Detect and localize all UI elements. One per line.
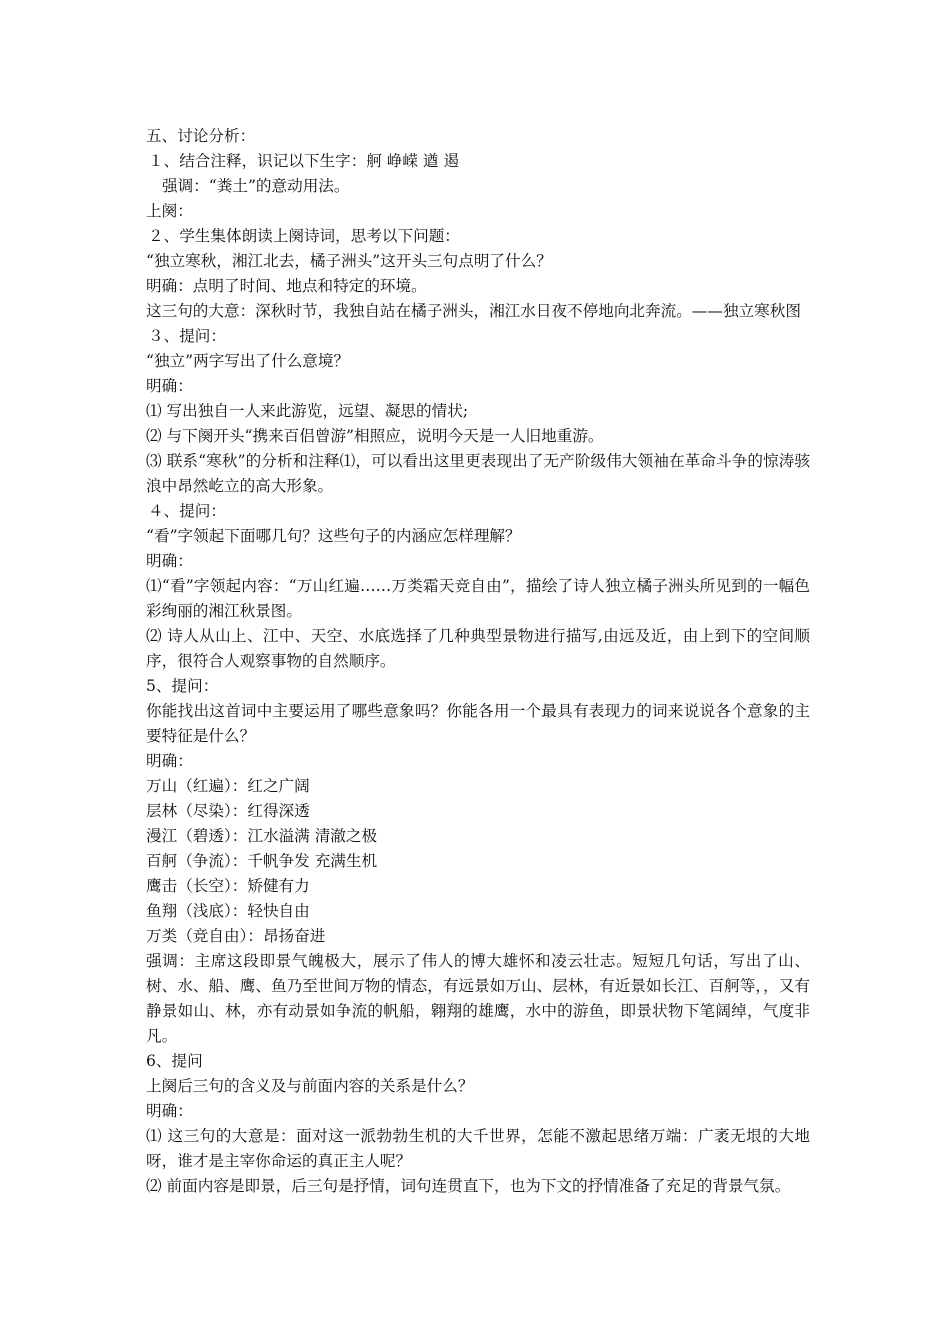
paragraph: 这三句的大意：深秋时节，我独自站在橘子洲头，湘江水日夜不停地向北奔流。——独立寒秋图 xyxy=(146,302,801,320)
emphasis-paragraph: 强调：主席这段即景气魄极大，展示了伟人的博大雄怀和凌云壮志。短短几句话，写出了山、树、水、船、鹰、鱼乃至世间万物的情态，有远景如万山、层林，有近景如长江、百舸等，，又有静景如山、林，亦有动景如争流的帆船，翱翔的雄鹰，水中的游鱼，即景状物下笔阔绰，气度非凡。 xyxy=(146,952,810,1045)
imagery-item: 层林（尽染）：红得深透 xyxy=(146,802,310,820)
subsection-label: 上阕： xyxy=(146,202,193,220)
imagery-item: 漫江（碧透）：江水溢满 清澈之极 xyxy=(146,827,378,845)
section-heading: 五、讨论分析： xyxy=(146,127,256,145)
numbered-item: ４、提问： xyxy=(148,502,226,520)
numbered-item: 5、提问： xyxy=(146,677,219,695)
question-text: “独立寒秋，湘江北去，橘子洲头”这开头三句点明了什么？ xyxy=(146,252,552,270)
answer-label: 明确： xyxy=(146,1102,193,1120)
numbered-item: ２、学生集体朗读上阕诗词，思考以下问题： xyxy=(148,227,460,245)
numbered-item: ３、提问： xyxy=(148,327,226,345)
list-item: ⑶ 联系“寒秋”的分析和注释⑴，可以看出这里更表现出了无产阶级伟大领袖在革命斗争的惊涛骇浪中昂然屹立的高大形象。 xyxy=(146,452,810,495)
list-item: ⑴ 写出独自一人来此游览，远望、凝思的情状; xyxy=(146,402,469,420)
imagery-item: 万山（红遍）：红之广阔 xyxy=(146,777,310,795)
answer-label: 明确： xyxy=(146,752,193,770)
question-text: 上阕后三句的含义及与前面内容的关系是什么？ xyxy=(146,1077,474,1095)
question-text: “看”字领起下面哪几句？这些句子的内涵应怎样理解？ xyxy=(146,527,521,545)
imagery-item: 百舸（争流）：千帆争发 充满生机 xyxy=(146,852,378,870)
imagery-item: 万类（竞自由）：昂扬奋进 xyxy=(146,927,326,945)
list-item: ⑵ 诗人从山上、江中、天空、水底选择了几种典型景物进行描写,由远及近，由上到下的空间顺序，很符合人观察事物的自然顺序。 xyxy=(146,627,810,670)
imagery-item: 鹰击（长空）：矫健有力 xyxy=(146,877,310,895)
list-item: ⑵ 前面内容是即景，后三句是抒情，词句连贯直下，也为下文的抒情准备了充足的背景气氛。 xyxy=(146,1177,791,1195)
answer-label: 明确： xyxy=(146,552,193,570)
numbered-item: 6、提问 xyxy=(146,1052,203,1070)
emphasis-note: 强调：“粪土”的意动用法。 xyxy=(162,177,350,195)
list-item: ⑴ 这三句的大意是：面对这一派勃勃生机的大千世界，怎能不激起思绪万端：广袤无垠的大地呀，谁才是主宰你命运的真正主人呢？ xyxy=(146,1127,810,1170)
imagery-item: 鱼翔（浅底）：轻快自由 xyxy=(146,902,310,920)
list-item: ⑴“看”字领起内容：“万山红遍……万类霜天竞自由”，描绘了诗人独立橘子洲头所见到的一幅色彩绚丽的湘江秋景图。 xyxy=(146,577,810,620)
document-body xyxy=(146,124,810,1199)
question-text: 你能找出这首词中主要运用了哪些意象吗？你能各用一个最具有表现力的词来说说各个意象的主要特征是什么？ xyxy=(146,702,810,745)
question-text: “独立”两字写出了什么意境？ xyxy=(146,352,350,370)
answer-text: 明确：点明了时间、地点和特定的环境。 xyxy=(146,277,427,295)
list-item: ⑵ 与下阕开头“携来百侣曾游”相照应，说明今天是一人旧地重游。 xyxy=(146,427,604,445)
numbered-item: １、结合注释，识记以下生字：舸 峥嵘 遒 遏 xyxy=(148,152,460,170)
answer-label: 明确： xyxy=(146,377,193,395)
